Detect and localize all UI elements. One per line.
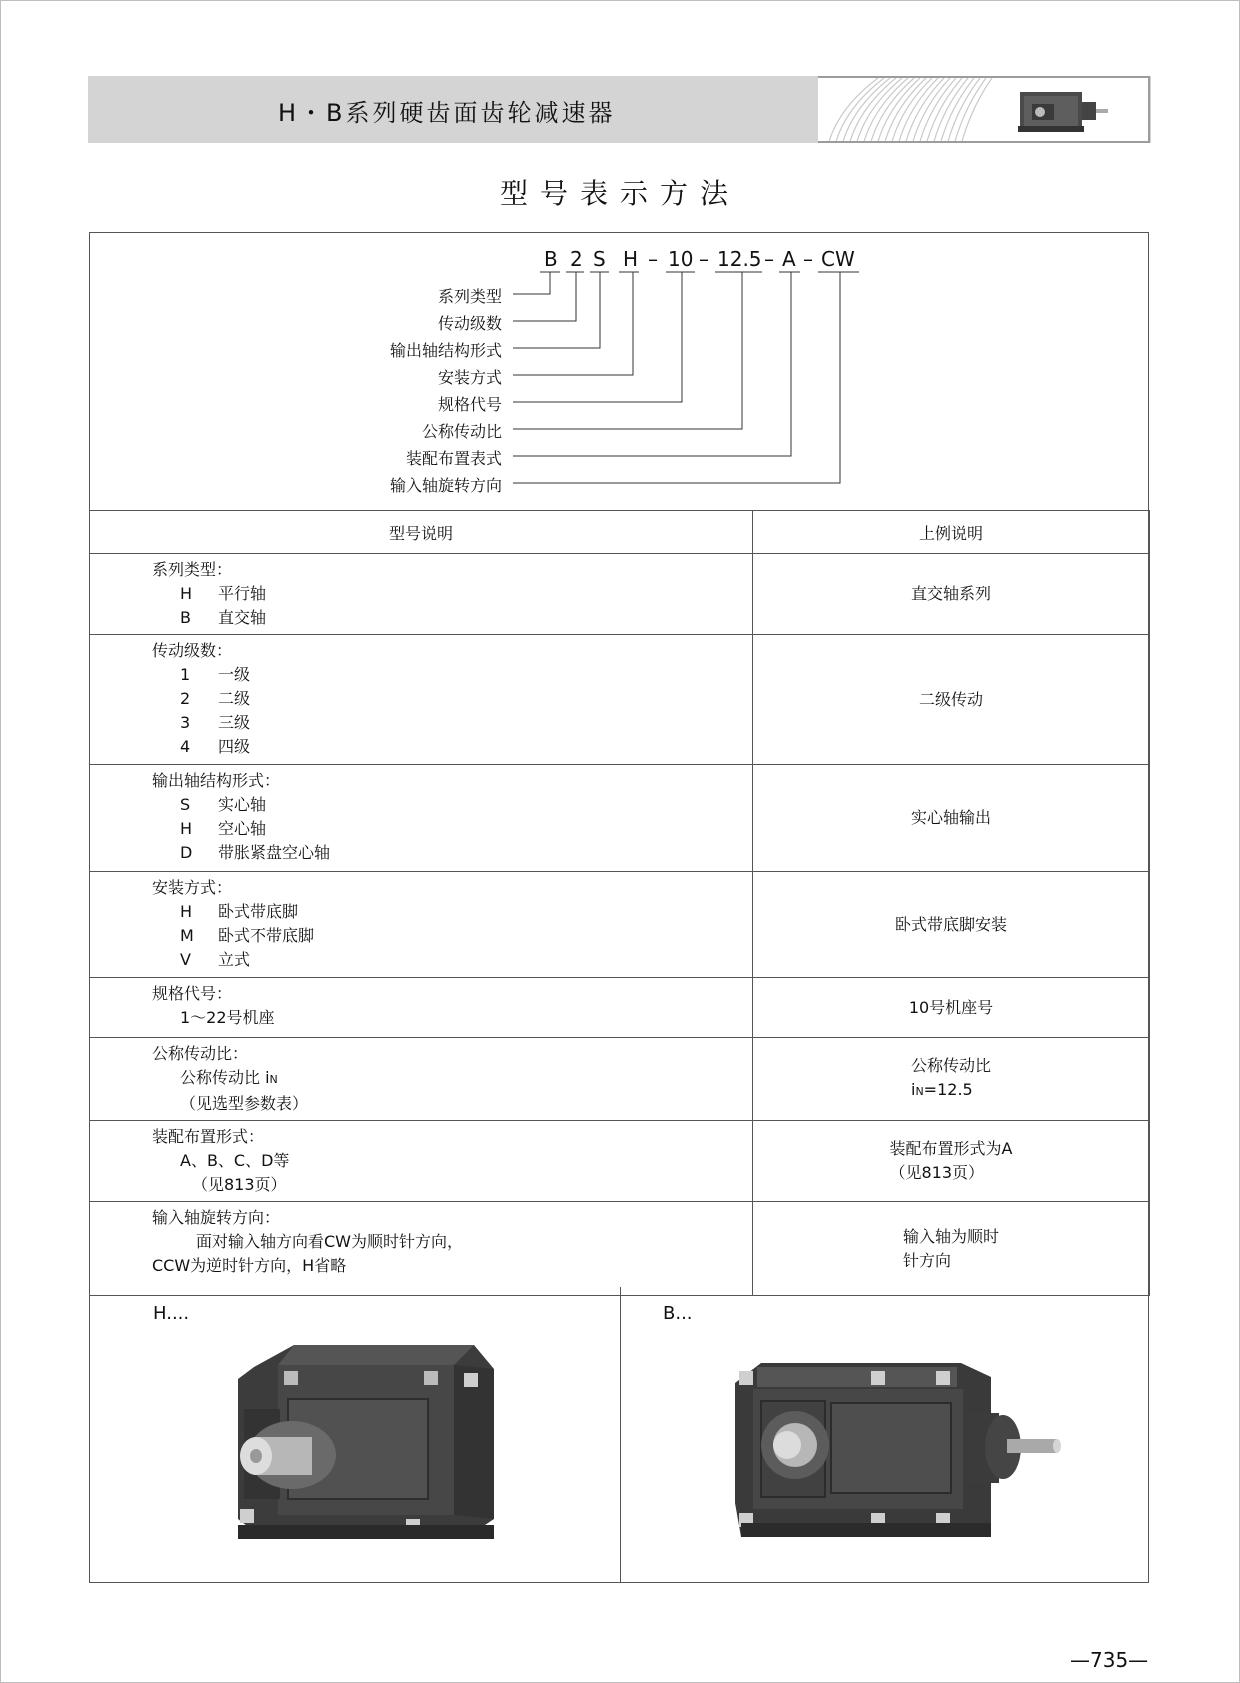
row-title: 公称传动比： bbox=[152, 1044, 249, 1063]
diagram-leader-lines bbox=[89, 232, 1149, 510]
page-number: —735— bbox=[1070, 1648, 1149, 1672]
row-example: 二级传动 bbox=[753, 635, 1150, 765]
row-line: A、B、C、D等 bbox=[180, 1151, 290, 1170]
h-gearbox-image bbox=[224, 1339, 524, 1549]
photo-label-b: B... bbox=[663, 1303, 693, 1324]
code-part-ratio: 12.5 bbox=[717, 247, 762, 271]
row-description bbox=[90, 1038, 753, 1121]
table-row bbox=[90, 1038, 1150, 1121]
list-item: M 卧式不带底脚 bbox=[180, 926, 315, 945]
row-description bbox=[90, 765, 753, 872]
code-dash: – bbox=[648, 247, 658, 271]
row-description bbox=[90, 1121, 753, 1202]
row-description bbox=[90, 554, 753, 635]
row-example: 实心轴输出 bbox=[753, 765, 1150, 872]
row-example: 公称传动比 iN=12.5 bbox=[753, 1038, 1150, 1121]
code-dash: – bbox=[764, 247, 774, 271]
list-item: H 卧式带底脚 bbox=[180, 902, 299, 921]
code-part-rotation: CW bbox=[821, 247, 855, 271]
table-row bbox=[90, 1202, 1150, 1296]
code-part-series: B bbox=[544, 247, 558, 271]
table-row bbox=[90, 872, 1150, 978]
row-line: 面对输入轴方向看CW为顺时针方向， bbox=[196, 1232, 463, 1251]
code-part-arrangement: A bbox=[782, 247, 796, 271]
list-item: S 实心轴 bbox=[180, 795, 267, 814]
table-row bbox=[90, 1121, 1150, 1202]
row-title: 输入轴旋转方向： bbox=[152, 1208, 281, 1227]
row-line: （见813页） bbox=[192, 1175, 287, 1194]
list-item: D 带胀紧盘空心轴 bbox=[180, 843, 331, 862]
row-title: 传动级数： bbox=[152, 641, 233, 660]
row-title: 规格代号： bbox=[152, 984, 233, 1003]
diagram-label-arrangement: 装配布置表式 bbox=[405, 449, 502, 468]
table-row bbox=[90, 554, 1150, 635]
list-item: 2 二级 bbox=[180, 689, 251, 708]
row-title: 系列类型： bbox=[152, 560, 233, 579]
code-part-stages: 2 bbox=[570, 247, 583, 271]
table-row bbox=[90, 765, 1150, 872]
model-spec-table bbox=[89, 510, 1150, 1296]
row-title: 输出轴结构形式： bbox=[152, 771, 281, 790]
list-item: H 平行轴 bbox=[180, 584, 267, 603]
product-photos bbox=[89, 1287, 1149, 1583]
diagram-label-mounting: 安装方式 bbox=[437, 368, 502, 387]
row-line: （见选型参数表） bbox=[180, 1094, 309, 1113]
row-description bbox=[90, 978, 753, 1038]
list-item: V 立式 bbox=[180, 950, 251, 969]
list-item: 4 四级 bbox=[180, 737, 251, 756]
diagram-label-size: 规格代号 bbox=[437, 395, 502, 414]
model-code-diagram bbox=[89, 232, 1149, 510]
section-title: 型号表示方法 bbox=[499, 177, 740, 210]
photo-b-series bbox=[621, 1287, 1149, 1583]
row-example: 卧式带底脚安装 bbox=[753, 872, 1150, 978]
diagram-label-rotation: 输入轴旋转方向 bbox=[389, 476, 502, 495]
table-header-example: 上例说明 bbox=[753, 511, 1150, 554]
list-item: B 直交轴 bbox=[180, 608, 267, 627]
row-description bbox=[90, 1202, 753, 1296]
b-gearbox-image bbox=[731, 1353, 1081, 1543]
table-row bbox=[90, 635, 1150, 765]
table-row bbox=[90, 978, 1150, 1038]
photo-label-h: H.... bbox=[153, 1303, 190, 1324]
row-example: 10号机座号 bbox=[753, 978, 1150, 1038]
diagram-label-series: 系列类型 bbox=[437, 287, 502, 306]
gearbox-thumbnail bbox=[1012, 86, 1112, 134]
photo-h-series bbox=[89, 1287, 621, 1583]
list-item: H 空心轴 bbox=[180, 819, 267, 838]
row-title: 装配布置形式： bbox=[152, 1127, 265, 1146]
header-title: H・B系列硬齿面齿轮减速器 bbox=[278, 99, 616, 127]
code-part-size: 10 bbox=[668, 247, 694, 271]
code-part-mounting: H bbox=[623, 247, 639, 271]
row-description bbox=[90, 635, 753, 765]
list-item: 3 三级 bbox=[180, 713, 251, 732]
table-header-row bbox=[90, 511, 1150, 554]
diagram-label-stages: 传动级数 bbox=[437, 314, 502, 333]
row-line: 1～22号机座 bbox=[180, 1008, 275, 1027]
table-header-description: 型号说明 bbox=[90, 511, 753, 554]
list-item: 1 一级 bbox=[180, 665, 251, 684]
row-description bbox=[90, 872, 753, 978]
row-line: 公称传动比 iN bbox=[180, 1068, 278, 1087]
row-title: 安装方式： bbox=[152, 878, 233, 897]
code-dash: – bbox=[803, 247, 813, 271]
row-example: 输入轴为顺时 针方向 bbox=[753, 1202, 1150, 1296]
row-example: 装配布置形式为A （见813页） bbox=[753, 1121, 1150, 1202]
diagram-label-output-shaft: 输出轴结构形式 bbox=[389, 341, 502, 360]
code-part-output-shaft: S bbox=[593, 247, 606, 271]
code-dash: – bbox=[699, 247, 709, 271]
diagram-label-ratio: 公称传动比 bbox=[421, 422, 502, 441]
row-line: CCW为逆时针方向，H省略 bbox=[152, 1256, 347, 1275]
row-example: 直交轴系列 bbox=[753, 554, 1150, 635]
